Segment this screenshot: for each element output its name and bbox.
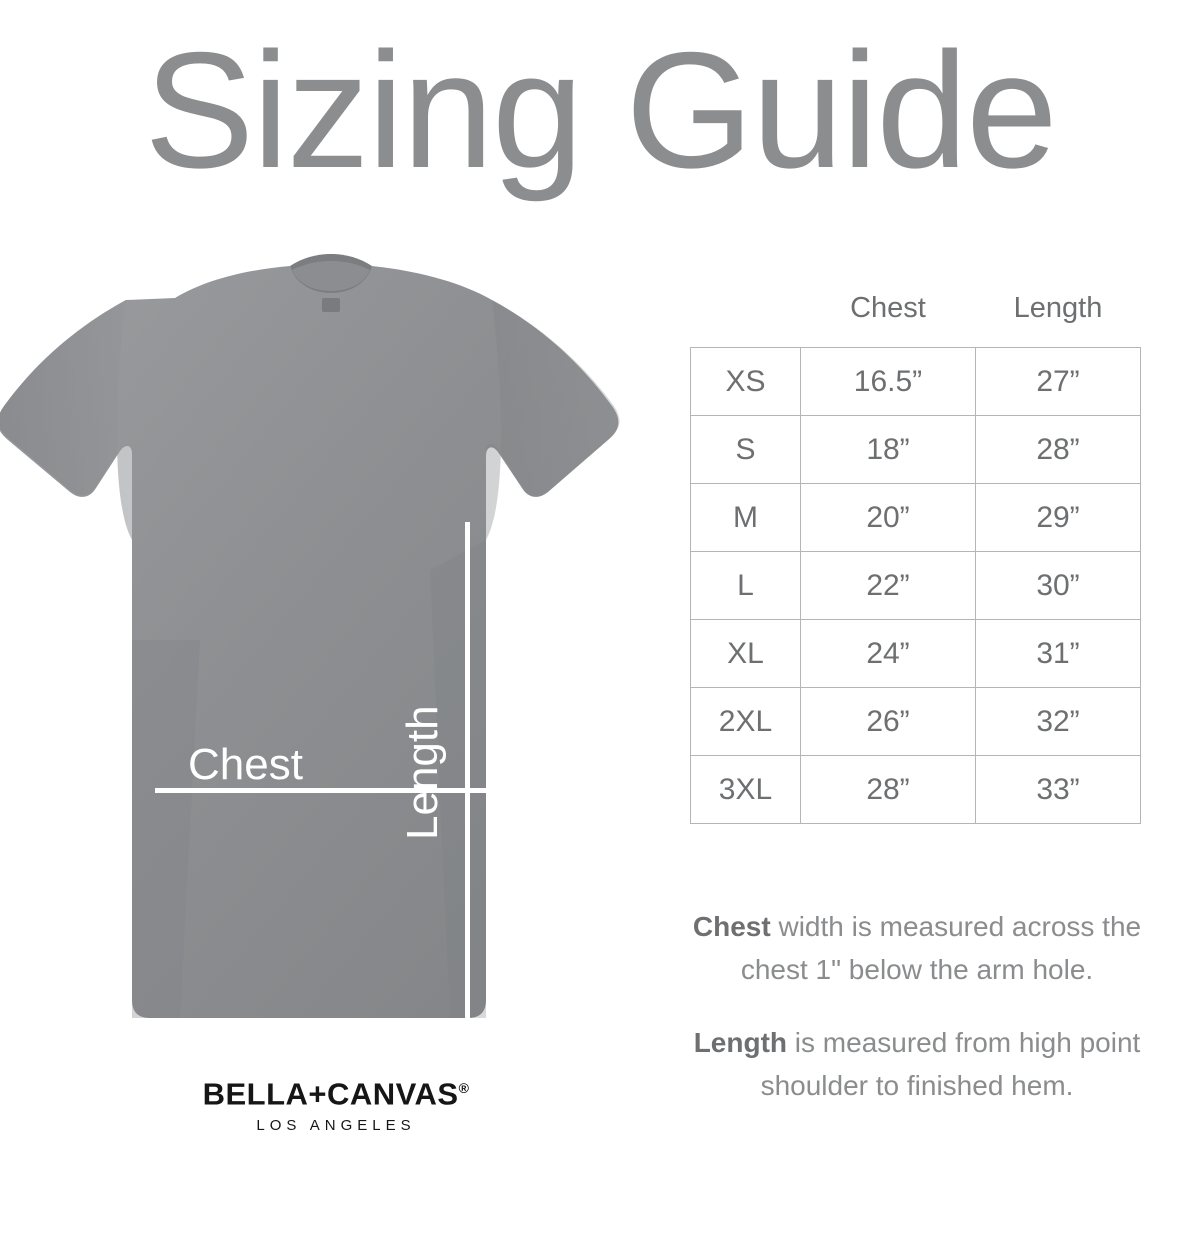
- cell-size: S: [691, 416, 801, 484]
- cell-size: M: [691, 484, 801, 552]
- chest-note: [682, 905, 1152, 991]
- cell-chest: 22”: [801, 552, 976, 620]
- cell-size: XS: [691, 348, 801, 416]
- cell-chest: 16.5”: [801, 348, 976, 416]
- tshirt-graphic: [0, 240, 660, 1060]
- table-row: [691, 348, 1141, 416]
- cell-length: 29”: [976, 484, 1141, 552]
- table-row: [691, 484, 1141, 552]
- chest-note-text: width is measured across the chest 1" below the arm hole.: [740, 911, 1142, 985]
- length-note-text: is measured from high point shoulder to finished hem.: [760, 1027, 1141, 1101]
- cell-chest: 18”: [801, 416, 976, 484]
- table-header-row: [691, 292, 1141, 348]
- cell-chest: 26”: [801, 688, 976, 756]
- size-table: [690, 292, 1141, 824]
- cell-length: 28”: [976, 416, 1141, 484]
- page-title: Sizing Guide: [144, 18, 1056, 202]
- cell-length: 32”: [976, 688, 1141, 756]
- cell-length: 33”: [976, 756, 1141, 824]
- table-header-size: [691, 292, 801, 348]
- brand-logo: [178, 1068, 494, 1144]
- length-note: [682, 1021, 1152, 1107]
- cell-chest: 24”: [801, 620, 976, 688]
- size-table-wrapper: [690, 292, 1140, 824]
- cell-size: 3XL: [691, 756, 801, 824]
- brand-name-text: BELLA+CANVAS: [202, 1076, 459, 1112]
- table-row: [691, 620, 1141, 688]
- brand-name: [178, 1068, 494, 1114]
- cell-chest: 28”: [801, 756, 976, 824]
- chest-measure-label: Chest: [188, 740, 303, 789]
- cell-length: 27”: [976, 348, 1141, 416]
- registered-trademark-icon: ®: [458, 1080, 470, 1096]
- measurement-notes: [682, 905, 1152, 1137]
- length-measure-label: Length: [398, 705, 447, 840]
- table-header-length: Length: [1013, 292, 1103, 324]
- cell-length: 30”: [976, 552, 1141, 620]
- table-header-chest: Chest: [850, 292, 926, 324]
- brand-subtitle: LOS ANGELES: [256, 1117, 416, 1135]
- cell-size: XL: [691, 620, 801, 688]
- table-row: [691, 416, 1141, 484]
- length-note-bold: Length: [693, 1027, 788, 1058]
- table-row: [691, 756, 1141, 824]
- table-row: [691, 688, 1141, 756]
- cell-length: 31”: [976, 620, 1141, 688]
- table-row: [691, 552, 1141, 620]
- shirt-illustration: [0, 240, 660, 1060]
- cell-size: L: [691, 552, 801, 620]
- cell-size: 2XL: [691, 688, 801, 756]
- chest-note-bold: Chest: [692, 911, 771, 942]
- cell-chest: 20”: [801, 484, 976, 552]
